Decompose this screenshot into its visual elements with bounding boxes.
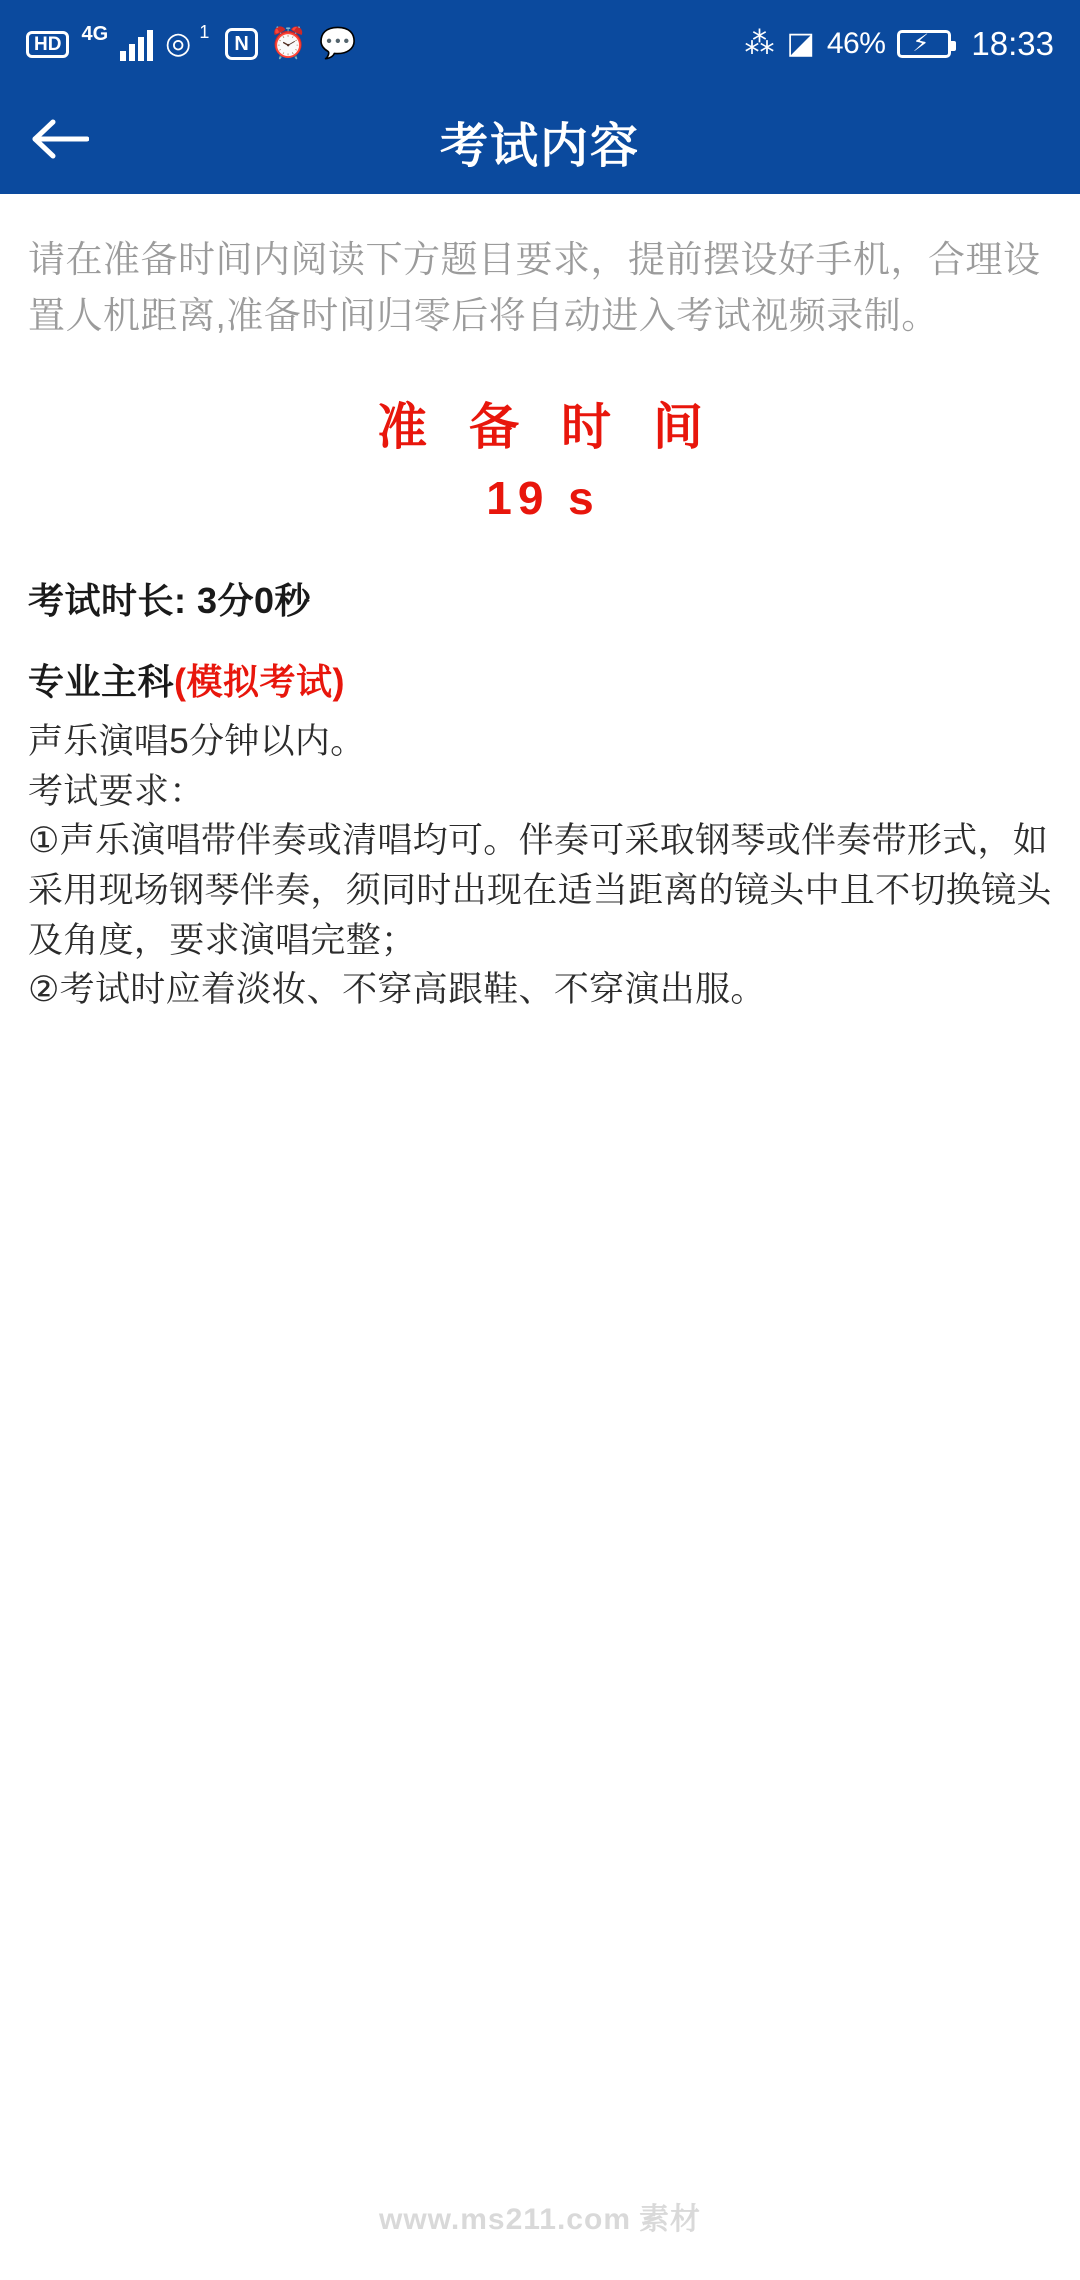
signal-bars-icon bbox=[120, 27, 153, 61]
do-not-disturb-icon: ◪ bbox=[786, 27, 815, 60]
status-bar bbox=[0, 0, 1080, 88]
instruction-text: 请在准备时间内阅读下方题目要求，提前摆设好手机，合理设置人机距离,准备时间归零后将自动进入考试视频录制。 bbox=[28, 239, 1041, 336]
network-type-label: 4G bbox=[81, 23, 109, 45]
status-bar-left bbox=[26, 21, 357, 61]
watermark bbox=[0, 2194, 1080, 2238]
exam-duration: 考试时长: 3分0秒 bbox=[28, 580, 312, 621]
app-bar bbox=[0, 88, 1080, 194]
preparation-countdown-value: 19 s bbox=[486, 472, 600, 524]
watermark-url: www.ms211.com bbox=[378, 2203, 631, 2236]
subject-name: 专业主科 bbox=[28, 661, 175, 702]
requirement-line-1: 声乐演唱5分钟以内。 bbox=[28, 722, 366, 761]
subject-heading bbox=[28, 654, 1052, 705]
status-bar-right bbox=[745, 25, 1055, 63]
bluetooth-icon: ⁂ bbox=[744, 27, 775, 60]
status-bar-clock: 18:33 bbox=[971, 25, 1054, 62]
battery-percent-label: 46% bbox=[826, 27, 886, 60]
signal-count-superscript: 1 bbox=[199, 21, 210, 42]
preparation-time-label: 准 备 时 间 bbox=[377, 399, 717, 455]
message-icon: 💬 bbox=[319, 27, 357, 60]
watermark-suffix: 素材 bbox=[639, 2203, 701, 2236]
wifi-hotspot-icon: ◎ bbox=[165, 27, 192, 60]
requirement-line-4: ②考试时应着淡妆、不穿高跟鞋、不穿演出服。 bbox=[28, 970, 766, 1010]
main-content bbox=[0, 194, 1080, 1015]
subject-mode-tag: (模拟考试) bbox=[174, 661, 345, 702]
alarm-icon: ⏰ bbox=[269, 27, 308, 60]
nfc-icon: N bbox=[225, 28, 257, 60]
requirements-block bbox=[28, 717, 1052, 1015]
hd-badge-icon: HD bbox=[26, 31, 69, 58]
requirement-line-3: ①声乐演唱带伴奏或清唱均可。伴奏可采取钢琴或伴奏带形式，如采用现场钢琴伴奏，须同时出现在适当距离的镜头中且不切换镜头及角度，要求演唱完整； bbox=[28, 821, 1052, 960]
back-button[interactable] bbox=[0, 88, 120, 194]
requirement-line-2: 考试要求： bbox=[28, 771, 205, 811]
battery-charging-icon: ⚡ bbox=[897, 30, 951, 58]
arrow-left-icon bbox=[31, 118, 89, 165]
page-title: 考试内容 bbox=[439, 119, 640, 173]
